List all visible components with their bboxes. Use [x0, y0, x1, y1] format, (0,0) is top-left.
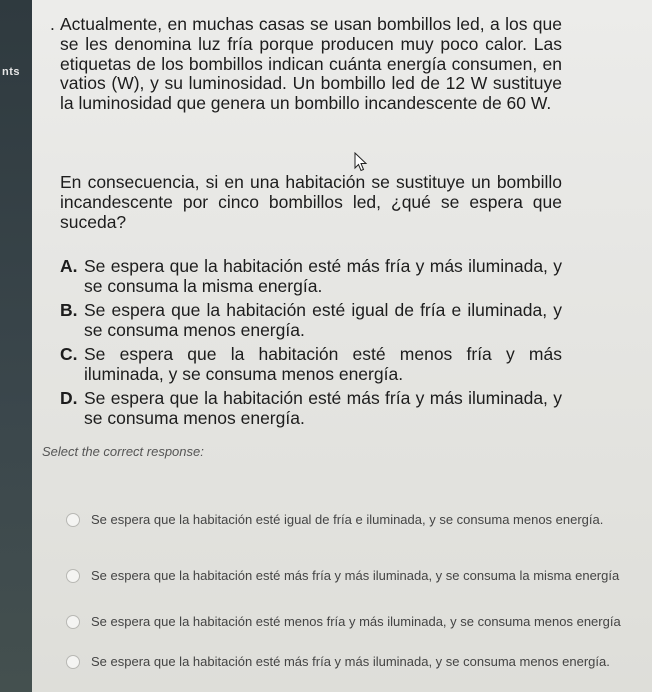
option-d-letter: D. [60, 388, 78, 408]
mouse-pointer-icon [354, 152, 368, 172]
select-response-prompt: Select the correct response: [42, 444, 204, 459]
option-a-letter: A. [60, 256, 78, 276]
sidebar-label: nts [2, 66, 20, 78]
option-b-text: Se espera que la habitación esté igual de fría e iluminada, y se consuma menos energía. [84, 300, 562, 340]
radio-button-icon[interactable] [66, 615, 80, 629]
response-choice-2-text[interactable]: Se espera que la habitación esté más fría y más iluminada, y se consuma la misma energía [91, 568, 620, 583]
option-a [60, 257, 562, 297]
option-b [60, 301, 562, 341]
option-c-letter: C. [60, 344, 78, 364]
response-choice-3[interactable] [66, 611, 652, 635]
response-choice-4-text[interactable]: Se espera que la habitación esté más fría y más iluminada, y se consuma menos energía. [91, 654, 610, 669]
radio-button-icon[interactable] [66, 513, 80, 527]
paragraph1-text: Actualmente, en muchas casas se usan bombillos led, a los que se les denomina luz fría porque producen muy poco calor. Las etiquetas de los bombillos indican cuánta energía consumen, en vatios (W), y su luminosidad. Un bombillo led de 12 W sustituye la luminosidad que genera un bombillo incandescente de 60 W. [60, 14, 562, 114]
radio-button-icon[interactable] [66, 655, 80, 669]
question-stem: En consecuencia, si en una habitación se sustituye un bombillo incandescente por cinco bombillos led, ¿qué se espera que suceda? [60, 172, 562, 232]
response-choice-4[interactable] [66, 651, 652, 675]
question-panel [32, 0, 652, 692]
left-sidebar [0, 0, 32, 692]
response-choice-3-text[interactable]: Se espera que la habitación esté menos fría y más iluminada, y se consuma menos energía [91, 614, 621, 629]
option-c-text: Se espera que la habitación esté menos fría y más iluminada, y se consuma menos energía. [84, 344, 562, 384]
question-paragraph-context [50, 14, 562, 114]
radio-button-icon[interactable] [66, 569, 80, 583]
option-a-text: Se espera que la habitación esté más fría y más iluminada, y se consuma la misma energía. [84, 256, 562, 296]
option-b-letter: B. [60, 300, 78, 320]
response-choice-1[interactable] [66, 509, 652, 533]
response-choice-1-text[interactable]: Se espera que la habitación esté igual de fría e iluminada, y se consuma menos energía. [91, 512, 604, 527]
option-d [60, 389, 562, 429]
option-d-text: Se espera que la habitación esté más fría y más iluminada, y se consuma menos energía. [84, 388, 562, 428]
option-c [60, 345, 562, 385]
leading-dot: . [50, 14, 55, 34]
response-choice-2[interactable] [66, 565, 652, 589]
